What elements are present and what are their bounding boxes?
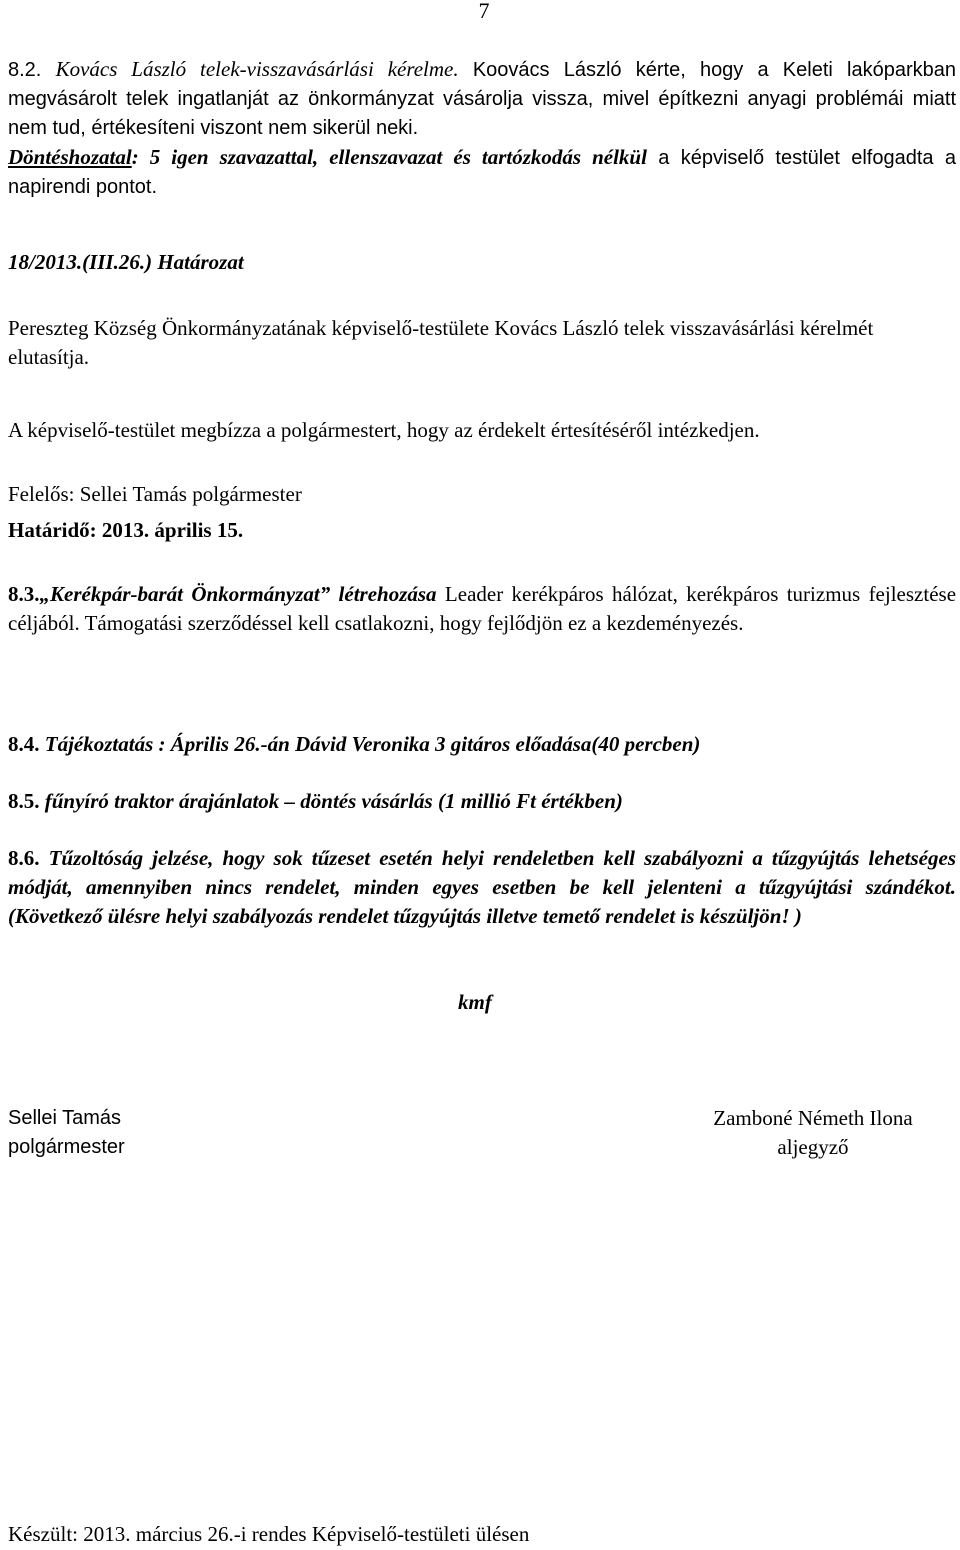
decision-label: Döntéshozatal — [8, 145, 132, 169]
resolution-responsible: Felelős: Sellei Tamás polgármester — [8, 482, 302, 506]
agenda-item-8-3 — [8, 580, 956, 638]
decision-rest: a képviselő testület elfogadta a napirendi pontot. — [8, 147, 956, 198]
agenda-item-8-2 — [8, 55, 956, 202]
signature-name: Zamboné Németh Ilona — [713, 1106, 913, 1130]
page-number: 7 — [478, 0, 490, 23]
item-title: Kovács László telek-visszavásárlási kérelme. — [55, 57, 459, 81]
signature-name: Sellei Tamás — [8, 1107, 122, 1129]
item-number: 8.3. — [8, 582, 40, 606]
closing-kmf: kmf — [458, 990, 492, 1014]
decision-votes: : 5 igen szavazattal, ellenszavazat és tartózkodás nélkül — [131, 145, 647, 169]
item-text: Tűzoltóság jelzése, hogy sok tűzeset esetén helyi rendeletben kell szabályozni a tűzgyújtás lehetséges módját, amennyiben nincs rendelet, minden egyes esetben be kell jelenteni a tűzgyújtási szándékot. (Következő ülésre helyi szabályozás rendelet tűzgyújtás illetve temető rendelet is készüljön! ) — [8, 846, 956, 928]
resolution-label: Határozat — [157, 250, 244, 274]
agenda-item-8-5 — [8, 787, 956, 816]
item-number: 8.4. — [8, 732, 40, 756]
signature-title: aljegyző — [777, 1135, 849, 1159]
footer-note: Készült: 2013. március 26.-i rendes Képviselő-testületi ülésen — [8, 1522, 530, 1546]
item-title: „Kerékpár-barát Önkormányzat” létrehozása — [39, 582, 437, 606]
item-text: Leader kerékpáros hálózat, kerékpáros turizmus fejlesztése céljából. Támogatási szerződéssel kell csatlakozni, hogy fejlődjön ez a kezdeményezés. — [8, 582, 957, 635]
item-number: 8.5. — [8, 789, 40, 813]
item-number: 8.6. — [8, 846, 40, 870]
resolution-text: Pereszteg Község Önkormányzatának képviselő-testülete Kovács László telek visszavásárlási kérelmét elutasítja. — [8, 316, 874, 369]
signature-notary — [688, 1104, 938, 1162]
resolution-mandate: A képviselő-testület megbízza a polgármestert, hogy az érdekelt értesítéséről intézkedjen. — [8, 418, 760, 442]
resolution-heading — [8, 248, 956, 277]
item-text: Tájékoztatás : Április 26.-án Dávid Veronika 3 gitáros előadása(40 percben) — [44, 732, 701, 756]
resolution-number: 18/2013.(III.26.) — [8, 250, 153, 274]
agenda-item-8-4 — [8, 730, 956, 759]
item-text: Koovács László kérte, hogy a Keleti lakóparkban megvásárolt telek ingatlanját az önkormányzat vásárolja vissza, mivel építkezni anyagi problémái miatt nem tud, értékesíteni viszont nem sikerül neki. — [8, 59, 956, 139]
signature-mayor — [8, 1104, 125, 1162]
signature-title: polgármester — [8, 1136, 125, 1158]
resolution-deadline: Határidő: 2013. április 15. — [8, 518, 244, 542]
item-number: 8.2. — [8, 59, 42, 81]
item-text: fűnyíró traktor árajánlatok – döntés vásárlás (1 millió Ft értékben) — [44, 789, 623, 813]
agenda-item-8-6 — [8, 844, 956, 931]
